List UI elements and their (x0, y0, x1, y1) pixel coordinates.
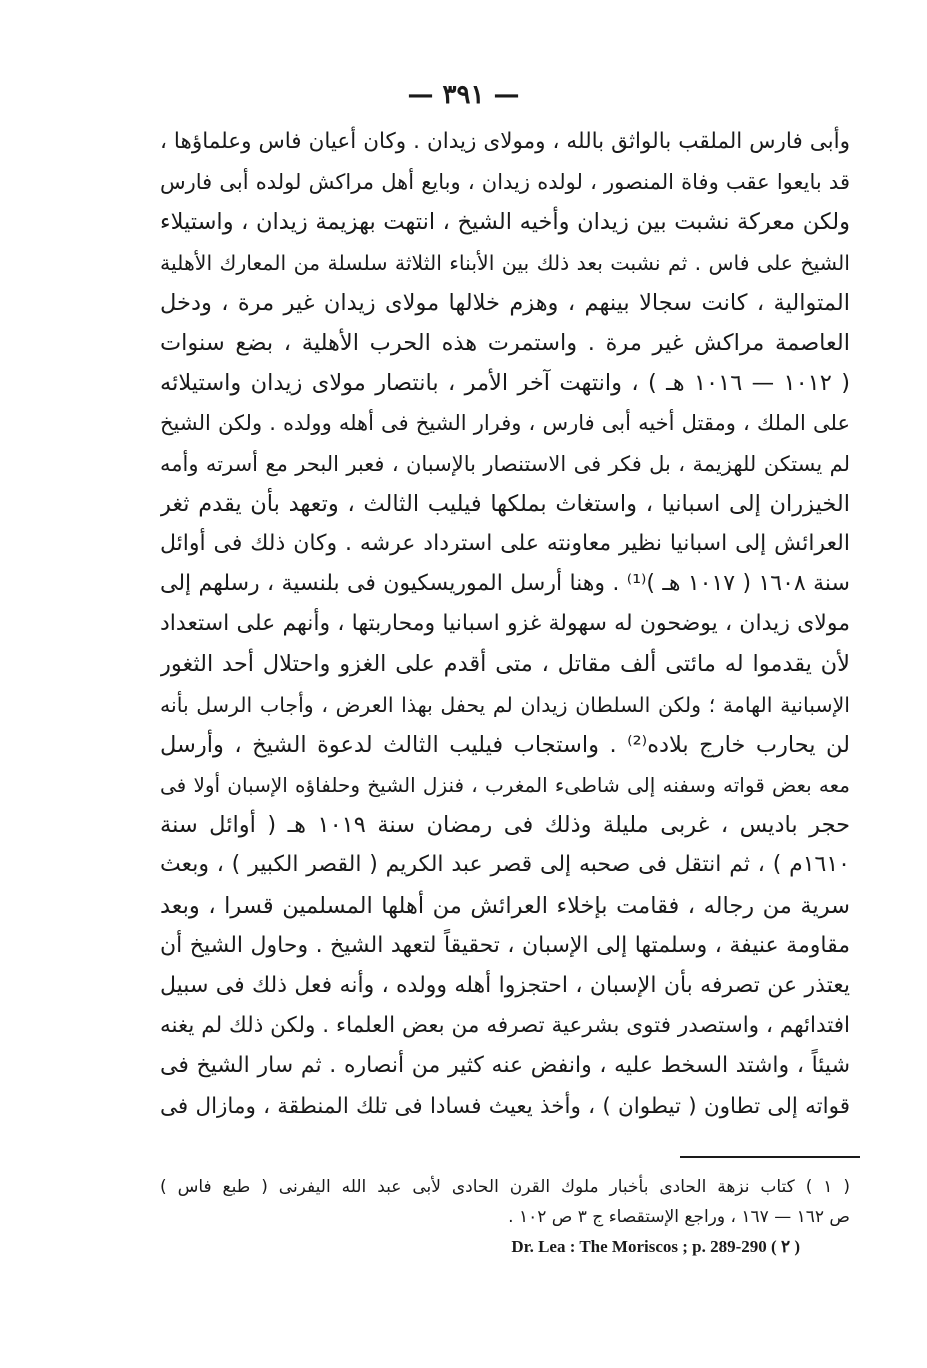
text-line: وأبى فارس الملقب بالواثق بالله ، ومولاى زيدان . وكان أعيان فاس وعلماؤها ، (160, 129, 850, 154)
text-line: لن يحارب خارج بلاده⁽²⁾ . واستجاب فيليب الثالث لدعوة الشيخ ، وأرسل (160, 731, 850, 758)
text-line: الخيزران إلى اسبانيا ، واستغاث بملكها فيليب الثالث ، وتعهد بأن يقدم ثغر (160, 490, 850, 517)
text-line: سرية من رجاله ، فقامت بإخلاء العرائش من أهلها المسلمين قسرا ، وبعد (160, 892, 850, 919)
text-line: حجر باديس ، غربى مليلة وذلك فى رمضان سنة ١٠١٩ هـ ( أوائل سنة (160, 812, 850, 839)
footnote-2: Dr. Lea : The Moriscos ; p. 289-290 ( ٢ ) (511, 1237, 800, 1256)
footnote-1-line-2: ص ١٦٢ — ١٦٧ ، وراجع الإستقصاء ج ٣ ص ١٠٢ . (508, 1207, 850, 1227)
text-line: معه بعض قواته وسفنه إلى شاطىء المغرب ، فنزل الشيخ وحلفاؤه الإسبان أولا فى (160, 773, 850, 797)
text-line: العرائش إلى اسبانيا نظير معاونته على استرداد عرشه . وكان ذلك فى أوائل (160, 530, 850, 556)
page-number: — ٣٩١ — (407, 80, 520, 110)
text-line: العاصمة مراكش غير مرة . واستمرت هذه الحرب الأهلية ، بضع سنوات (160, 329, 850, 356)
text-line: لأن يقدموا له مائتى ألف مقاتل ، متى أقدم على الغزو واحتلال أحد الثغور (160, 651, 850, 678)
text-line: ولكن معركة نشبت بين زيدان وأخيه الشيخ ، انتهت بهزيمة زيدان ، واستيلاء (160, 209, 850, 236)
footnotes (160, 1172, 850, 1262)
footnote-1-line-1: ( ١ ) كتاب نزهة الحادى بأخبار ملوك القرن الحادى لأبى عبد الله اليفرنى ( طبع فاس ) (160, 1177, 850, 1197)
text-line: على الملك ، ومقتل أخيه أبى فارس ، وفرار الشيخ فى أهله وولده . ولكن الشيخ (160, 411, 850, 436)
text-line: قد بايعوا عقب وفاة المنصور ، لولده زيدان ، وبايع أهل مراكش لولده أبى فارس (160, 170, 850, 195)
footnote-divider (680, 1156, 860, 1158)
text-line: ١٦١٠م ) ، ثم انتقل فى صحبه إلى قصر عبد الكريم ( القصر الكبير ) ، وبعث (160, 852, 850, 878)
text-line: الشيخ على فاس . ثم نشبت بعد ذلك بين الأبناء الثلاثة سلسلة من المعارك الأهلية (160, 250, 850, 275)
text-line: شيئاً ، واشتد السخط عليه ، وانفض عنه كثير من أنصاره . ثم سار الشيخ فى (160, 1053, 850, 1079)
main-text (160, 122, 850, 1127)
text-line: ( ١٠١٢ — ١٠١٦ هـ ) ، وانتهت آخر الأمر ، بانتصار مولاى زيدان واستيلائه (160, 370, 850, 397)
text-line: المتوالية ، كانت سجالا بينهم ، وهزم خلالها مولاى زيدان غير مرة ، ودخل (160, 289, 850, 316)
text-line: مقاومة عنيفة ، وسلمتها إلى الإسبان ، تحقيقاً لتعهد الشيخ . وحاول الشيخ أن (160, 932, 850, 958)
text-line: سنة ١٦٠٨ ( ١٠١٧ هـ )⁽¹⁾ . وهنا أرسل الموريسكيون فى بلنسية ، رسلهم إلى (160, 571, 850, 597)
text-line: قواته إلى تطاون ( تيطوان ) ، وأخذ يعيث فسادا فى تلك المنطقة ، ومازال فى (160, 1093, 850, 1119)
text-line: يعتذر عن تصرفه بأن الإسبان ، احتجزوا أهله وولده ، وأنه فعل ذلك فى سبيل (160, 972, 850, 998)
text-line: لم يستكن للهزيمة ، بل فكر فى الاستنصار بالإسبان ، فعبر البحر مع أسرته وأمه (160, 451, 850, 476)
text-line: افتدائهم ، واستصدر فتوى بشرعية تصرفه من بعض العلماء . ولكن ذلك لم يغنه (160, 1013, 850, 1039)
text-line: الإسبانية الهامة ؛ ولكن السلطان زيدان لم يحفل بهذا العرض ، وأجاب الرسل بأنه (160, 692, 850, 717)
text-line: مولاى زيدان ، يوضحون له سهولة غزو اسبانيا ومحاربتها ، وأنهم على استعداد (160, 611, 850, 637)
